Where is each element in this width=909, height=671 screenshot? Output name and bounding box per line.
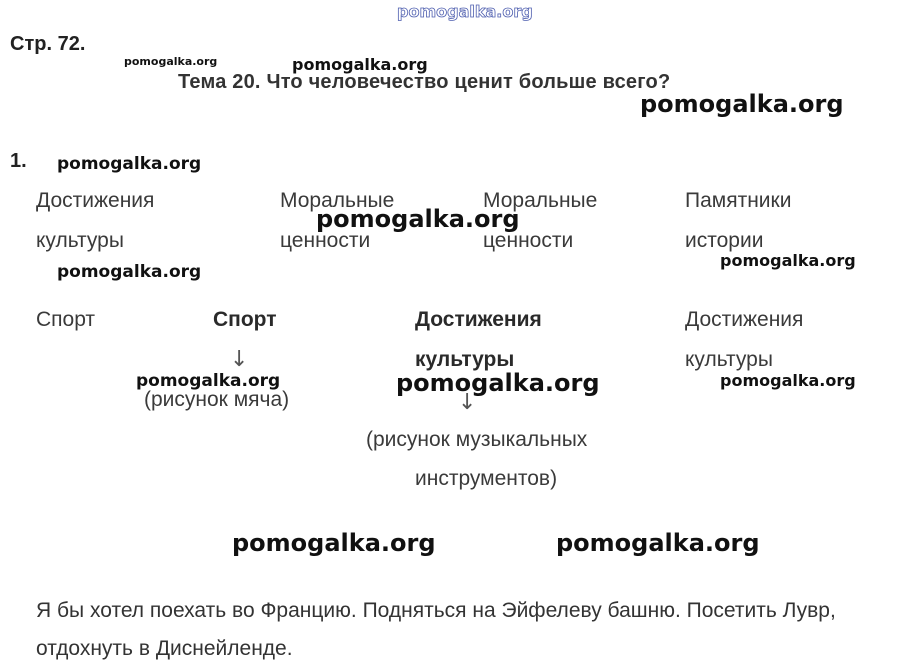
watermark: pomogalka.org — [57, 154, 202, 174]
row2-cell-2 — [213, 300, 277, 340]
cell-line: Спорт — [36, 308, 96, 331]
watermark: pomogalka.org — [720, 251, 856, 270]
watermark: pomogalka.org — [136, 371, 281, 391]
watermark: pomogalka.org — [556, 529, 760, 557]
caption-instruments-line2: инструментов) — [415, 467, 558, 490]
cell-line: Моральные — [280, 189, 395, 212]
cell-line: культуры — [415, 348, 515, 371]
row2-cell-3 — [415, 300, 542, 380]
cell-line: Достижения — [415, 308, 542, 331]
watermark: pomogalka.org — [232, 529, 436, 557]
watermark-top: pomogalka.org — [397, 2, 533, 21]
watermark: pomogalka.org — [124, 55, 218, 68]
cell-line: ценности — [483, 229, 574, 252]
watermark: pomogalka.org — [316, 205, 520, 233]
down-arrow-icon: ↓ — [458, 390, 477, 415]
row2-cell-1 — [36, 300, 95, 340]
cell-line: истории — [685, 229, 764, 252]
cell-line: Моральные — [483, 189, 598, 212]
down-arrow-icon: ↓ — [230, 347, 249, 372]
cell-line: Спорт — [213, 308, 277, 331]
task-number: 1. — [10, 150, 27, 172]
cell-line: культуры — [36, 229, 124, 252]
page-number: Стр. 72. — [10, 33, 86, 55]
row1-cell-4 — [685, 181, 791, 261]
cell-line: ценности — [280, 229, 371, 252]
watermark: pomogalka.org — [640, 90, 844, 118]
caption-ball: (рисунок мяча) — [144, 388, 290, 411]
topic-title: Тема 20. Что человечество ценит больше всего? — [178, 71, 671, 93]
watermark: pomogalka.org — [720, 371, 856, 390]
cell-line: Памятники — [685, 189, 792, 212]
row2-cell-4 — [685, 300, 803, 380]
watermark: pomogalka.org — [292, 55, 428, 74]
cell-line: Достижения — [685, 308, 804, 331]
cell-line: Достижения — [36, 189, 155, 212]
watermark: pomogalka.org — [396, 369, 600, 397]
caption-instruments-line1: (рисунок музыкальных — [366, 428, 588, 451]
watermark: pomogalka.org — [57, 262, 202, 282]
cell-line: культуры — [685, 348, 773, 371]
row1-cell-1 — [36, 181, 154, 261]
essay-paragraph: Я бы хотел поехать во Францию. Подняться на Эйфелеву башню. Посетить Лувр, отдохнуть в Диснейленде. — [36, 599, 836, 660]
